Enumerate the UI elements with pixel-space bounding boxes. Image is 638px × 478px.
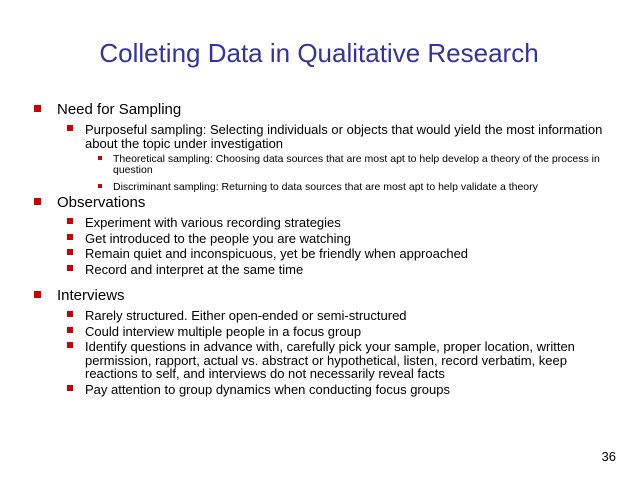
list-item	[0, 340, 638, 381]
item-text: Identify questions in advance with, carefully pick your sample, proper location, written permission, rapport, actual vs. abstract or hypothetical, listen, record verbatim, keep reactions to self, and interviews do not necessarily reveal facts	[85, 339, 575, 381]
item-text: Get introduced to the people you are watching	[85, 230, 351, 246]
subitem-text: Theoretical sampling: Choosing data sources that are most apt to help develop a theory of the process in question	[113, 153, 600, 176]
list-item	[0, 383, 638, 397]
slide-title: Colleting Data in Qualitative Research	[99, 38, 539, 68]
section-observations	[0, 194, 638, 276]
square-bullet-icon	[98, 184, 102, 188]
square-bullet-icon	[67, 385, 73, 391]
sub-list-item	[0, 182, 638, 193]
section-heading	[0, 194, 638, 212]
section-interviews	[0, 287, 638, 396]
list-item	[0, 216, 638, 230]
square-bullet-icon	[34, 105, 41, 112]
item-text: Experiment with various recording strategies	[85, 215, 341, 230]
item-text: Could interview multiple people in a focus group	[85, 323, 362, 339]
list-item	[0, 232, 638, 246]
item-text: Purposeful sampling: Selecting individuals or objects that would yield the most information about the topic under investigation	[85, 122, 603, 151]
square-bullet-icon	[67, 125, 73, 131]
section-heading	[0, 101, 638, 119]
sub-list-item	[0, 154, 638, 176]
heading-text: Interviews	[57, 287, 125, 304]
square-bullet-icon	[67, 327, 73, 333]
list-item	[0, 325, 638, 339]
square-bullet-icon	[98, 156, 102, 160]
section-heading	[0, 287, 638, 305]
square-bullet-icon	[67, 342, 73, 348]
heading-text: Need for Sampling	[57, 101, 182, 118]
list-item	[0, 263, 638, 277]
list-item	[0, 309, 638, 323]
square-bullet-icon	[67, 249, 73, 255]
list-item	[0, 247, 638, 261]
square-bullet-icon	[67, 234, 73, 240]
item-text: Remain quiet and inconspicuous, yet be friendly when approached	[85, 246, 469, 261]
list-item	[0, 123, 638, 150]
item-text: Record and interpret at the same time	[85, 261, 304, 277]
item-text: Pay attention to group dynamics when conducting focus groups	[85, 381, 450, 397]
section-need-for-sampling	[0, 101, 638, 193]
heading-text: Observations	[57, 194, 146, 211]
square-bullet-icon	[67, 218, 73, 224]
subitem-text: Discriminant sampling: Returning to data sources that are most apt to help validate a theory	[113, 181, 538, 193]
square-bullet-icon	[34, 198, 41, 205]
square-bullet-icon	[34, 291, 41, 298]
item-text: Rarely structured. Either open-ended or semi-structured	[85, 308, 407, 323]
page-number: 36	[601, 449, 616, 464]
square-bullet-icon	[67, 311, 73, 317]
square-bullet-icon	[67, 265, 73, 271]
